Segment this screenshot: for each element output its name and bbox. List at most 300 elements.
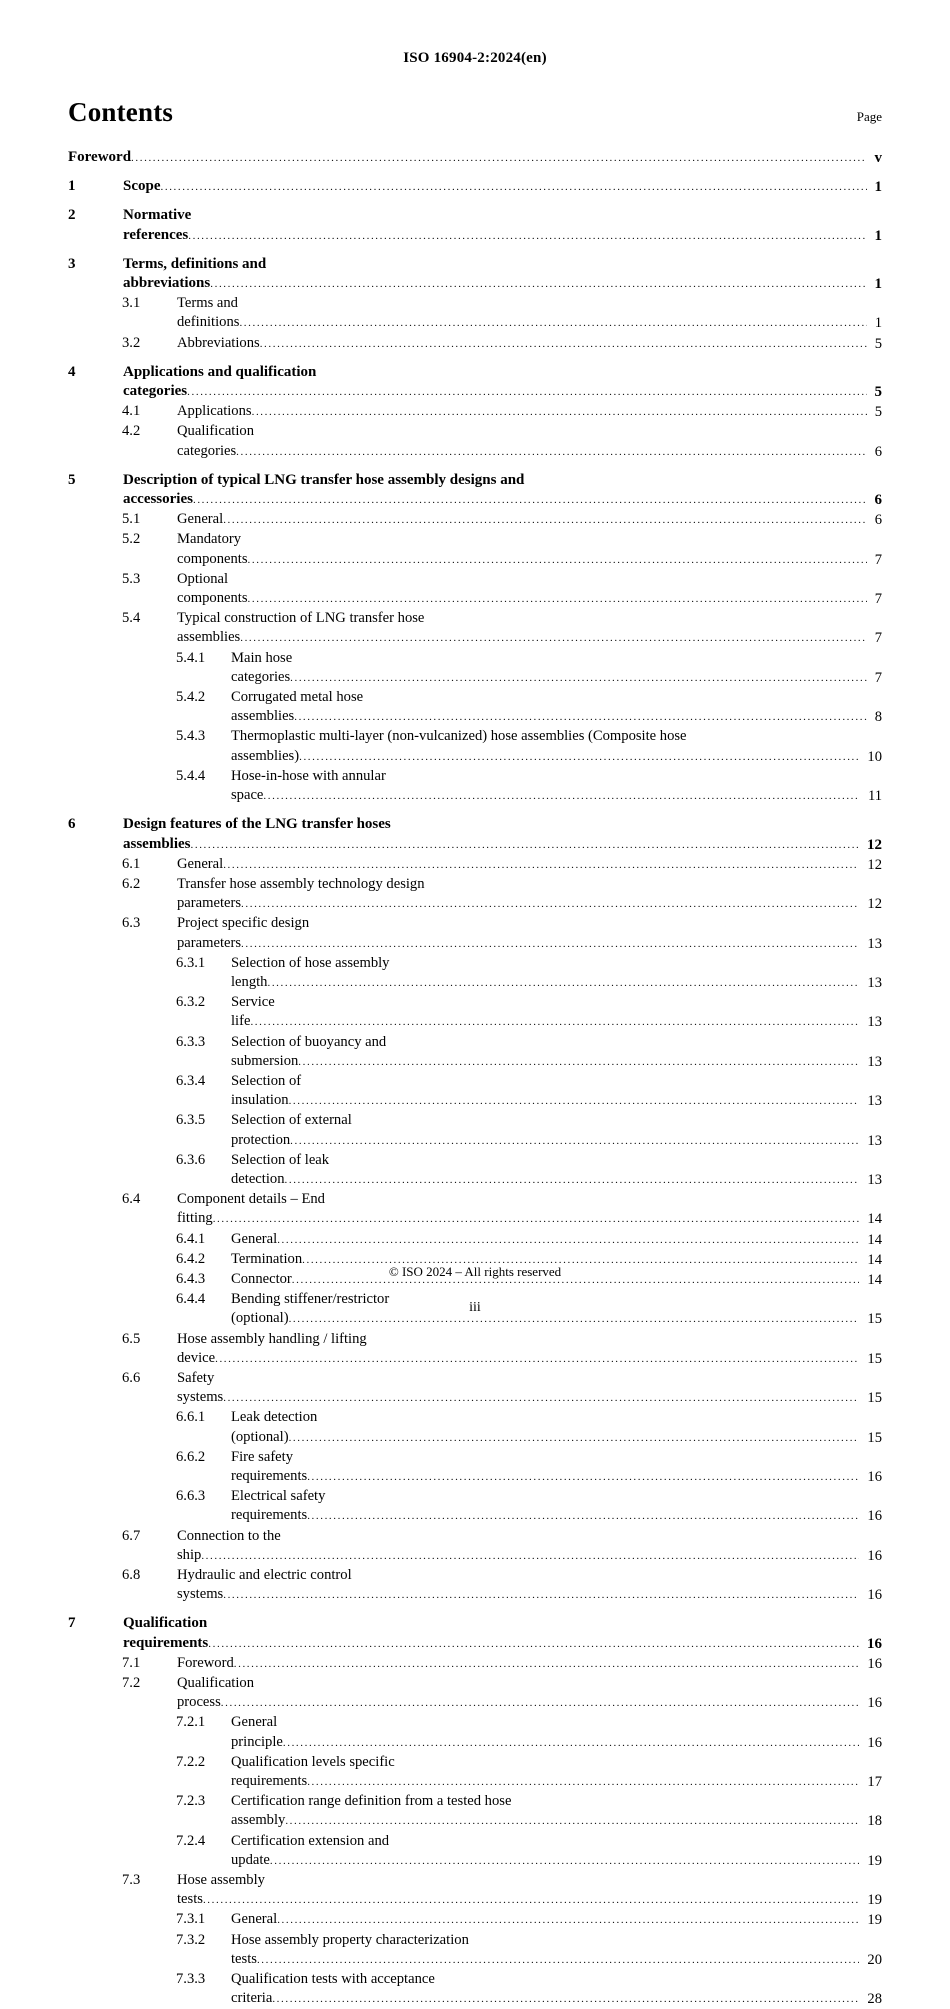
toc-entry[interactable] xyxy=(68,1910,882,1930)
toc-entry[interactable] xyxy=(68,1792,882,1831)
toc-leader-dots xyxy=(267,977,882,989)
toc-entry[interactable] xyxy=(68,1369,882,1408)
toc-leader-dots xyxy=(131,152,882,164)
toc-entry-title: Selection of buoyancy and submersion xyxy=(231,1033,387,1069)
toc-entry-body xyxy=(123,471,882,510)
toc-entry-page: 15 xyxy=(859,1350,882,1369)
toc-entry-title: Corrugated metal hose assemblies xyxy=(231,689,364,725)
toc-entry-page: 16 xyxy=(859,1586,882,1605)
toc-entry-number: 6.4.3 xyxy=(176,1270,206,1287)
toc-entry-body xyxy=(177,334,882,354)
toc-entry-body xyxy=(177,294,882,333)
toc-entry-page: 1 xyxy=(867,178,883,197)
contents-header xyxy=(68,97,882,128)
toc-entry-title: Hose-in-hose with annular space xyxy=(231,767,386,804)
toc-leader-dots xyxy=(260,338,882,350)
toc-entry-number: 3.1 xyxy=(122,295,141,312)
toc-leader-dots xyxy=(277,1914,882,1926)
toc-entry-title: Foreword xyxy=(177,1654,234,1671)
toc-entry-page: 15 xyxy=(859,1389,882,1408)
toc-entry-body xyxy=(231,1230,882,1250)
toc-entry-number: 6.6 xyxy=(122,1369,141,1386)
toc-leader-dots xyxy=(241,898,882,910)
toc-entry-body xyxy=(177,1527,882,1566)
toc-entry[interactable] xyxy=(68,914,882,953)
toc-leader-dots xyxy=(201,1550,882,1562)
toc-entry[interactable] xyxy=(68,993,882,1032)
toc-entry[interactable] xyxy=(68,1408,882,1447)
toc-entry-number: 5.4.3 xyxy=(176,728,206,745)
toc-entry[interactable] xyxy=(68,530,882,569)
toc-entry[interactable] xyxy=(68,1230,882,1250)
toc-entry-body xyxy=(231,1033,882,1072)
toc-entry-title: Transfer hose assembly technology design parameters xyxy=(177,875,425,912)
toc-entry-number: 6.7 xyxy=(122,1527,141,1544)
toc-entry-title: General principle xyxy=(231,1714,283,1750)
toc-entry-body xyxy=(177,1871,882,1910)
toc-leader-dots xyxy=(307,1510,882,1522)
toc-entry-title: Termination xyxy=(231,1250,303,1267)
toc-entry-title: Optional components xyxy=(177,570,248,607)
toc-entry-page: 8 xyxy=(867,708,882,727)
toc-entry-body xyxy=(231,1713,882,1752)
toc-leader-dots xyxy=(191,839,883,851)
toc-entry-page: 16 xyxy=(859,1468,882,1487)
toc-entry-title: Connection to the ship xyxy=(177,1527,281,1563)
toc-entry-page: 16 xyxy=(859,1655,882,1674)
toc-entry-body xyxy=(231,1792,882,1831)
toc-entry-title: Terms and definitions xyxy=(177,295,240,331)
footer-copyright: © ISO 2024 – All rights reserved xyxy=(388,1264,562,1279)
toc-entry-page: 14 xyxy=(859,1231,882,1250)
toc-entry[interactable] xyxy=(68,1151,882,1190)
toc-entry-page: 5 xyxy=(867,383,883,402)
toc-entry-page: 16 xyxy=(859,1507,882,1526)
toc-entry-page: 13 xyxy=(859,974,882,993)
toc-entry-page: 13 xyxy=(859,935,882,954)
toc-entry-body xyxy=(231,1931,882,1970)
toc-entry-title: Connector xyxy=(231,1270,292,1287)
toc-entry-page: 6 xyxy=(867,443,882,462)
toc-entry[interactable] xyxy=(68,177,882,197)
toc-leader-dots xyxy=(285,1815,882,1827)
toc-leader-dots xyxy=(263,790,882,802)
toc-entry[interactable] xyxy=(68,148,882,168)
toc-entry-page: 19 xyxy=(859,1891,882,1910)
toc-entry[interactable] xyxy=(68,954,882,993)
toc-leader-dots xyxy=(294,711,882,723)
toc-entry-number: 6.3.5 xyxy=(176,1112,206,1129)
toc-entry-page: 12 xyxy=(859,856,882,875)
page-column-label: Page xyxy=(856,109,882,124)
toc-entry[interactable] xyxy=(68,875,882,914)
toc-leader-dots xyxy=(208,1638,882,1650)
toc-entry-body xyxy=(177,1369,882,1408)
toc-entry-number: 7.2 xyxy=(122,1675,141,1692)
toc-entry-number: 6.3 xyxy=(122,915,141,932)
toc-entry[interactable] xyxy=(68,206,882,245)
toc-entry-page: 5 xyxy=(867,335,882,354)
toc-entry-number: 5.4 xyxy=(122,610,141,627)
toc-entry-body xyxy=(177,402,882,422)
toc-entry-title: Hydraulic and electric control systems xyxy=(177,1567,352,1603)
toc-entry-page: 16 xyxy=(859,1694,882,1713)
toc-entry-body xyxy=(177,1566,882,1605)
toc-entry-number: 4.1 xyxy=(122,403,141,420)
toc-entry-page: 14 xyxy=(859,1251,882,1270)
toc-entry[interactable] xyxy=(68,727,882,766)
toc-entry[interactable] xyxy=(68,1674,882,1713)
toc-entry[interactable] xyxy=(68,688,882,727)
toc-leader-dots xyxy=(239,317,882,329)
toc-entry-number: 6.4 xyxy=(122,1191,141,1208)
toc-entry-title: Safety systems xyxy=(177,1369,224,1406)
toc-entry[interactable] xyxy=(68,649,882,688)
toc-entry-page: 20 xyxy=(859,1951,882,1970)
toc-entry-page: 7 xyxy=(867,551,882,570)
toc-entry-number: 7.3.1 xyxy=(176,1911,206,1928)
toc-entry-number: 5.4.1 xyxy=(176,649,206,666)
toc-entry-title: General xyxy=(177,855,224,872)
toc-entry-page: 15 xyxy=(859,1310,882,1329)
toc-entry-page: 16 xyxy=(859,1547,882,1566)
toc-entry-number: 6.3.4 xyxy=(176,1072,206,1089)
toc-entry-number: 6.4.2 xyxy=(176,1250,206,1267)
toc-entry-title: Scope xyxy=(123,178,161,195)
toc-entry-page: 1 xyxy=(867,227,883,246)
toc-leader-dots xyxy=(270,1855,882,1867)
toc-entry-body xyxy=(231,1970,882,2009)
toc-leader-dots xyxy=(298,1056,882,1068)
toc-entry-number: 7.1 xyxy=(122,1654,141,1671)
toc-list xyxy=(68,148,882,2009)
toc-entry[interactable] xyxy=(68,334,882,354)
toc-entry-title: Abbreviations xyxy=(177,334,260,351)
toc-entry-title: Bending stiffener/restrictor (optional) xyxy=(231,1291,390,1327)
toc-leader-dots xyxy=(188,230,882,242)
toc-entry-number: 5 xyxy=(68,471,76,488)
toc-entry[interactable] xyxy=(68,1566,882,1605)
toc-entry-page: 1 xyxy=(867,275,883,294)
toc-entry-number: 7.2.4 xyxy=(176,1832,206,1849)
toc-leader-dots xyxy=(223,859,882,871)
toc-entry-body xyxy=(177,855,882,875)
toc-leader-dots xyxy=(234,1658,882,1670)
toc-entry-title: Typical construction of LNG transfer hose assemblies xyxy=(177,610,425,646)
toc-entry[interactable] xyxy=(68,471,882,510)
toc-entry-body xyxy=(231,954,882,993)
toc-leader-dots xyxy=(283,1737,882,1749)
toc-entry-title: Qualification tests with acceptance criteria xyxy=(231,1971,435,2007)
toc-entry-page: 13 xyxy=(859,1132,882,1151)
contents-title: Contents xyxy=(68,97,174,127)
toc-entry-body xyxy=(177,422,882,461)
toc-entry[interactable] xyxy=(68,1527,882,1566)
toc-leader-dots xyxy=(250,1016,882,1028)
toc-entry[interactable] xyxy=(68,1970,882,2009)
document-header-title: ISO 16904-2:2024(en) xyxy=(403,50,547,66)
toc-entry-body xyxy=(177,1674,882,1713)
toc-leader-dots xyxy=(272,1993,882,2005)
toc-entry-body xyxy=(231,993,882,1032)
toc-entry-page: 12 xyxy=(859,836,882,855)
toc-entry[interactable] xyxy=(68,510,882,530)
toc-entry-page: v xyxy=(867,149,883,168)
toc-entry-page: 5 xyxy=(867,403,882,422)
toc-leader-dots xyxy=(193,494,882,506)
toc-leader-dots xyxy=(223,1392,882,1404)
toc-leader-dots xyxy=(248,593,882,605)
toc-entry-body xyxy=(177,1190,882,1229)
toc-entry-body xyxy=(177,570,882,609)
toc-entry-title: Description of typical LNG transfer hose assembly designs and accessories xyxy=(123,471,525,508)
toc-entry-number: 6 xyxy=(68,816,76,833)
toc-entry[interactable] xyxy=(68,1330,882,1369)
toc-entry[interactable] xyxy=(68,1713,882,1752)
toc-leader-dots xyxy=(307,1776,882,1788)
toc-entry-number: 6.6.2 xyxy=(176,1448,206,1465)
toc-entry-title: Service life xyxy=(231,994,275,1030)
toc-entry-number: 5.4.2 xyxy=(176,689,206,706)
toc-entry-body xyxy=(231,649,882,688)
toc-entry[interactable] xyxy=(68,855,882,875)
toc-entry-title: Fire safety requirements xyxy=(231,1448,308,1484)
toc-entry[interactable] xyxy=(68,815,882,854)
toc-leader-dots xyxy=(289,1095,882,1107)
toc-entry-number: 6.8 xyxy=(122,1567,141,1584)
toc-entry-page: 19 xyxy=(859,1852,882,1871)
toc-entry[interactable] xyxy=(68,1033,882,1072)
toc-entry-number: 6.1 xyxy=(122,855,141,872)
toc-entry-title: Hose assembly tests xyxy=(177,1872,265,1908)
toc-leader-dots xyxy=(248,554,882,566)
toc-entry-title: Terms, definitions and abbreviations xyxy=(123,255,267,292)
toc-entry-body xyxy=(123,255,882,294)
toc-entry-body xyxy=(177,914,882,953)
toc-entry-page: 13 xyxy=(859,1013,882,1032)
toc-leader-dots xyxy=(223,1589,882,1601)
toc-entry-number: 6.6.3 xyxy=(176,1488,206,1505)
toc-entry-number: 3 xyxy=(68,255,76,272)
toc-entry[interactable] xyxy=(68,767,882,806)
toc-entry-body xyxy=(231,1072,882,1111)
toc-entry-title: Mandatory components xyxy=(177,531,248,567)
toc-entry-title: Foreword xyxy=(68,149,132,165)
toc-entry-title: Selection of external protection xyxy=(231,1112,352,1148)
toc-entry-number: 5.1 xyxy=(122,511,141,528)
toc-entry-page: 16 xyxy=(859,1734,882,1753)
toc-entry-number: 7.3.2 xyxy=(176,1931,206,1948)
toc-entry-title: Component details – End fitting xyxy=(177,1191,325,1227)
toc-entry-number: 7.2.3 xyxy=(176,1793,206,1810)
toc-leader-dots xyxy=(241,938,882,950)
toc-entry-title: Selection of leak detection xyxy=(231,1151,330,1187)
toc-entry-number: 6.3.6 xyxy=(176,1151,206,1168)
toc-leader-dots xyxy=(213,1213,882,1225)
toc-entry-body xyxy=(123,1614,882,1653)
toc-entry-title: Thermoplastic multi-layer (non-vulcanized) hose assemblies (Composite hose assemblies) xyxy=(231,728,687,764)
toc-entry-title: Hose assembly property characterization tests xyxy=(231,1931,469,1967)
toc-entry-number: 6.3.2 xyxy=(176,994,206,1011)
toc-entry-number: 6.2 xyxy=(122,875,141,892)
toc-entry-page: 13 xyxy=(859,1171,882,1190)
toc-entry[interactable] xyxy=(68,1654,882,1674)
toc-entry-page: 17 xyxy=(859,1773,882,1792)
toc-entry-page: 13 xyxy=(859,1053,882,1072)
footer-page-number: iii xyxy=(469,1300,481,1315)
toc-entry-body xyxy=(231,1151,882,1190)
toc-entry-number: 1 xyxy=(68,178,76,195)
toc-entry-title: Design features of the LNG transfer hoses assemblies xyxy=(123,816,391,852)
toc-leader-dots xyxy=(210,278,882,290)
toc-leader-dots xyxy=(203,1894,882,1906)
toc-entry-number: 6.4.1 xyxy=(176,1230,206,1247)
toc-entry[interactable] xyxy=(68,1487,882,1526)
toc-entry-body xyxy=(177,1654,882,1674)
toc-entry-page: 7 xyxy=(867,629,882,648)
toc-entry[interactable] xyxy=(68,1072,882,1111)
toc-entry-number: 6.3.3 xyxy=(176,1033,206,1050)
toc-entry-body xyxy=(177,609,882,648)
toc-entry-title: Certification range definition from a tested hose assembly xyxy=(231,1793,512,1829)
toc-entry-page: 19 xyxy=(859,1911,882,1930)
toc-entry-body xyxy=(177,530,882,569)
toc-entry[interactable] xyxy=(68,1190,882,1229)
toc-entry-title: General xyxy=(231,1911,278,1928)
toc-entry-body xyxy=(231,767,882,806)
toc-entry-number: 6.4.4 xyxy=(176,1291,206,1308)
toc-entry[interactable] xyxy=(68,255,882,294)
toc-entry-body xyxy=(231,1753,882,1792)
toc-entry-body xyxy=(231,1111,882,1150)
toc-entry-body xyxy=(68,148,882,168)
toc-entry-title: Project specific design parameters xyxy=(177,915,310,951)
toc-entry-title: Electrical safety requirements xyxy=(231,1488,326,1524)
toc-entry-body xyxy=(177,510,882,530)
toc-entry-title: General xyxy=(177,511,224,528)
toc-entry[interactable] xyxy=(68,1753,882,1792)
toc-entry-title: Qualification process xyxy=(177,1675,254,1711)
toc-entry-number: 3.2 xyxy=(122,334,141,351)
toc-entry[interactable] xyxy=(68,1832,882,1871)
toc-entry-body xyxy=(123,206,882,245)
toc-entry-body xyxy=(123,815,882,854)
toc-entry[interactable] xyxy=(68,1871,882,1910)
toc-entry-body xyxy=(231,688,882,727)
toc-entry-body xyxy=(123,363,882,402)
toc-entry-number: 7.2.1 xyxy=(176,1714,206,1731)
toc-entry[interactable] xyxy=(68,402,882,422)
toc-leader-dots xyxy=(289,1432,882,1444)
toc-entry-title: Qualification levels specific requirements xyxy=(231,1753,395,1790)
toc-entry-number: 6.5 xyxy=(122,1330,141,1347)
toc-entry-title: Hose assembly handling / lifting device xyxy=(177,1330,367,1366)
toc-entry-page: 28 xyxy=(859,1990,882,2009)
toc-entry-body xyxy=(231,1448,882,1487)
toc-leader-dots xyxy=(187,386,882,398)
toc-leader-dots xyxy=(215,1353,882,1365)
toc-entry-body xyxy=(123,177,882,197)
toc-leader-dots xyxy=(223,514,882,526)
toc-entry-page: 6 xyxy=(867,511,882,530)
toc-entry-body xyxy=(231,727,882,766)
toc-entry-title: General xyxy=(231,1230,278,1247)
toc-entry-page: 1 xyxy=(867,314,882,333)
toc-entry-number: 6.3.1 xyxy=(176,954,206,971)
toc-entry-body xyxy=(177,1330,882,1369)
toc-entry[interactable] xyxy=(68,570,882,609)
toc-entry-title: Qualification categories xyxy=(177,423,254,459)
toc-entry-title: Selection of hose assembly length xyxy=(231,954,390,990)
toc-entry-body xyxy=(231,1832,882,1871)
toc-entry-number: 7.3 xyxy=(122,1872,141,1889)
toc-leader-dots xyxy=(299,751,882,763)
toc-entry-number: 4.2 xyxy=(122,423,141,440)
toc-entry-number: 7 xyxy=(68,1615,76,1632)
toc-entry[interactable] xyxy=(68,1111,882,1150)
toc-entry-number: 5.3 xyxy=(122,570,141,587)
toc-entry-number: 4 xyxy=(68,363,76,380)
toc-entry-number: 5.4.4 xyxy=(176,767,206,784)
toc-entry-page: 16 xyxy=(859,1635,882,1654)
toc-entry-body xyxy=(177,875,882,914)
toc-entry-number: 7.3.3 xyxy=(176,1971,206,1988)
toc-entry-page: 13 xyxy=(859,1092,882,1111)
toc-entry-number: 2 xyxy=(68,207,76,224)
toc-entry-title: Selection of insulation xyxy=(231,1072,302,1109)
toc-entry-title: Normative references xyxy=(123,207,192,243)
toc-entry[interactable] xyxy=(68,1614,882,1653)
toc-entry-page: 6 xyxy=(867,491,883,510)
toc-entry-page: 14 xyxy=(859,1210,882,1229)
toc-entry-title: Main hose categories xyxy=(231,649,293,685)
toc-entry[interactable] xyxy=(68,1931,882,1970)
toc-entry-page: 7 xyxy=(867,669,882,688)
toc-entry[interactable] xyxy=(68,363,882,402)
toc-leader-dots xyxy=(252,406,882,418)
toc-entry-title: Certification extension and update xyxy=(231,1832,390,1868)
toc-entry[interactable] xyxy=(68,294,882,333)
toc-leader-dots xyxy=(307,1471,882,1483)
toc-entry-body xyxy=(231,1487,882,1526)
toc-leader-dots xyxy=(290,672,882,684)
toc-leader-dots xyxy=(277,1234,882,1246)
toc-entry-body xyxy=(231,1910,882,1930)
toc-leader-dots xyxy=(161,181,883,193)
toc-leader-dots xyxy=(290,1135,882,1147)
toc-entry-body xyxy=(231,1408,882,1447)
toc-entry-page: 18 xyxy=(859,1812,882,1831)
toc-leader-dots xyxy=(285,1174,883,1186)
toc-entry-page: 15 xyxy=(859,1429,882,1448)
toc-entry[interactable] xyxy=(68,609,882,648)
toc-entry-page: 12 xyxy=(859,895,882,914)
toc-leader-dots xyxy=(240,632,882,644)
toc-leader-dots xyxy=(257,1954,882,1966)
toc-entry-page: 7 xyxy=(867,590,882,609)
toc-entry-number: 6.6.1 xyxy=(176,1409,206,1426)
toc-entry[interactable] xyxy=(68,1448,882,1487)
toc-entry-title: Qualification requirements xyxy=(123,1615,209,1651)
toc-entry-title: Leak detection (optional) xyxy=(231,1409,318,1445)
toc-entry-number: 5.2 xyxy=(122,531,141,548)
toc-entry-page: 14 xyxy=(859,1271,882,1290)
toc-entry-number: 7.2.2 xyxy=(176,1753,206,1770)
toc-entry-title: Applications xyxy=(177,403,252,420)
toc-entry-page: 10 xyxy=(859,748,882,767)
toc-entry[interactable] xyxy=(68,422,882,461)
toc-entry-page: 11 xyxy=(860,787,882,806)
